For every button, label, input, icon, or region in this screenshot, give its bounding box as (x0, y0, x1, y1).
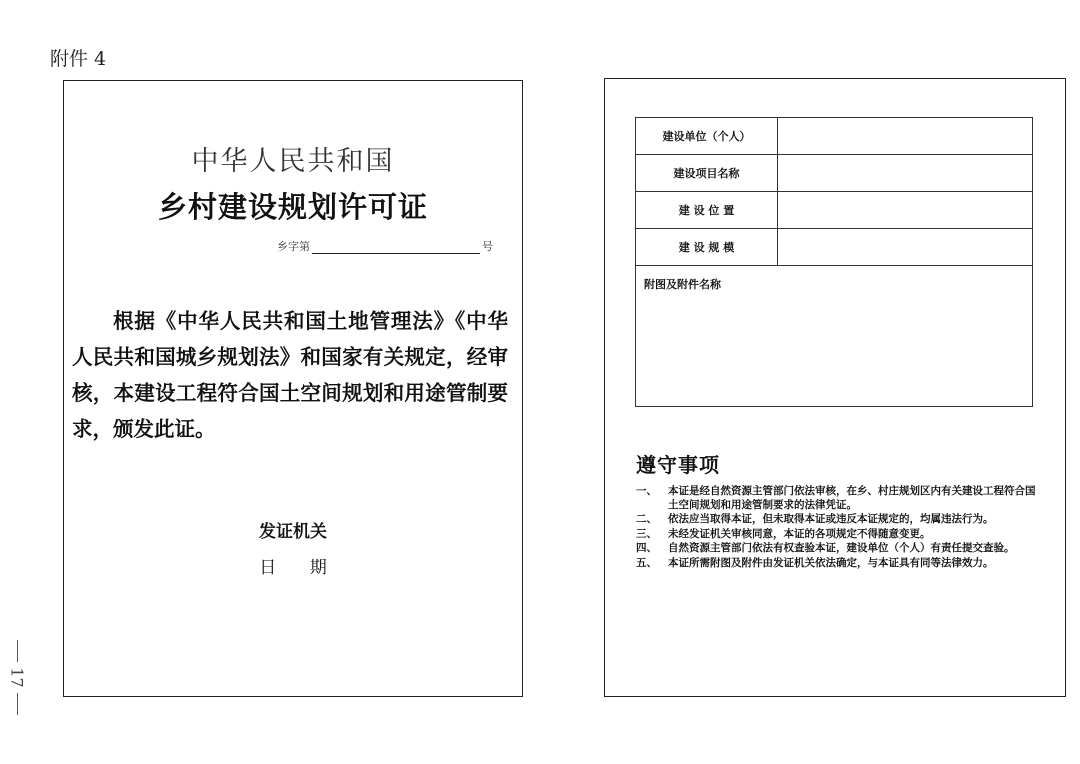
notice-mark: 一、 (636, 485, 657, 497)
page-number-text: 17 (7, 667, 27, 688)
number-suffix: 号 (482, 240, 493, 253)
row-value-location (778, 192, 1033, 229)
table-row (636, 155, 1033, 192)
row-label-project-name: 建设项目名称 (636, 155, 778, 192)
list-item (636, 485, 1036, 512)
annex-label: 附件 4 (50, 48, 107, 70)
certificate-front-panel (63, 80, 523, 697)
certificate-title: 乡村建设规划许可证 (157, 190, 428, 224)
row-label-location: 建 设 位 置 (636, 192, 778, 229)
number-blank (312, 241, 480, 254)
number-prefix: 乡字第 (277, 240, 310, 253)
notice-text: 自然资源主管部门依法有权查验本证，建设单位（个人）有责任提交查验。 (668, 542, 1015, 554)
attachments-cell: 附图及附件名称 (636, 266, 1033, 407)
list-item (636, 542, 1036, 556)
list-item (636, 557, 1036, 571)
notice-text: 依法应当取得本证，但未取得本证或违反本证规定的，均属违法行为。 (668, 513, 994, 525)
country-name: 中华人民共和国 (191, 146, 395, 177)
row-label-construction-unit: 建设单位（个人） (636, 118, 778, 155)
notice-text: 未经发证机关审核同意，本证的各项规定不得随意变更。 (668, 527, 931, 540)
project-info-table (635, 117, 1033, 407)
page-number-rule-top (17, 640, 18, 662)
issue-date-label: 日 期 (259, 558, 327, 578)
notice-mark: 五、 (636, 556, 657, 569)
notice-text: 本证是经自然资源主管部门依法审核，在乡、村庄规划区内有关建设工程符合国土空间规划和用途管制要求的法律凭证。 (668, 485, 1036, 511)
table-row (636, 192, 1033, 229)
notice-mark: 三、 (636, 527, 657, 540)
list-item (636, 528, 1036, 542)
notice-text: 本证所需附图及附件由发证机关依法确定，与本证具有同等法律效力。 (668, 556, 994, 569)
row-value-scale (778, 229, 1033, 266)
certificate-body-text: 根据《中华人民共和国土地管理法》《中华人民共和国城乡规划法》和国家有关规定，经审核，本建设工程符合国土空间规划和用途管制要求，颁发此证。 (72, 309, 508, 441)
issuing-authority-label: 发证机关 (259, 522, 327, 542)
row-value-project-name (778, 155, 1033, 192)
table-row (636, 229, 1033, 266)
notice-list (636, 485, 1036, 571)
notice-title: 遵守事项 (636, 453, 720, 477)
row-value-construction-unit (778, 118, 1033, 155)
list-item (636, 513, 1036, 527)
row-label-scale: 建 设 规 模 (636, 229, 778, 266)
table-row (636, 118, 1033, 155)
table-row (636, 266, 1033, 407)
notice-mark: 二、 (636, 513, 657, 525)
page-number (7, 640, 27, 715)
certificate-back-panel (604, 78, 1066, 697)
notice-mark: 四、 (636, 542, 657, 554)
page-number-rule-bottom (17, 693, 18, 715)
certificate-number-line (277, 238, 493, 254)
